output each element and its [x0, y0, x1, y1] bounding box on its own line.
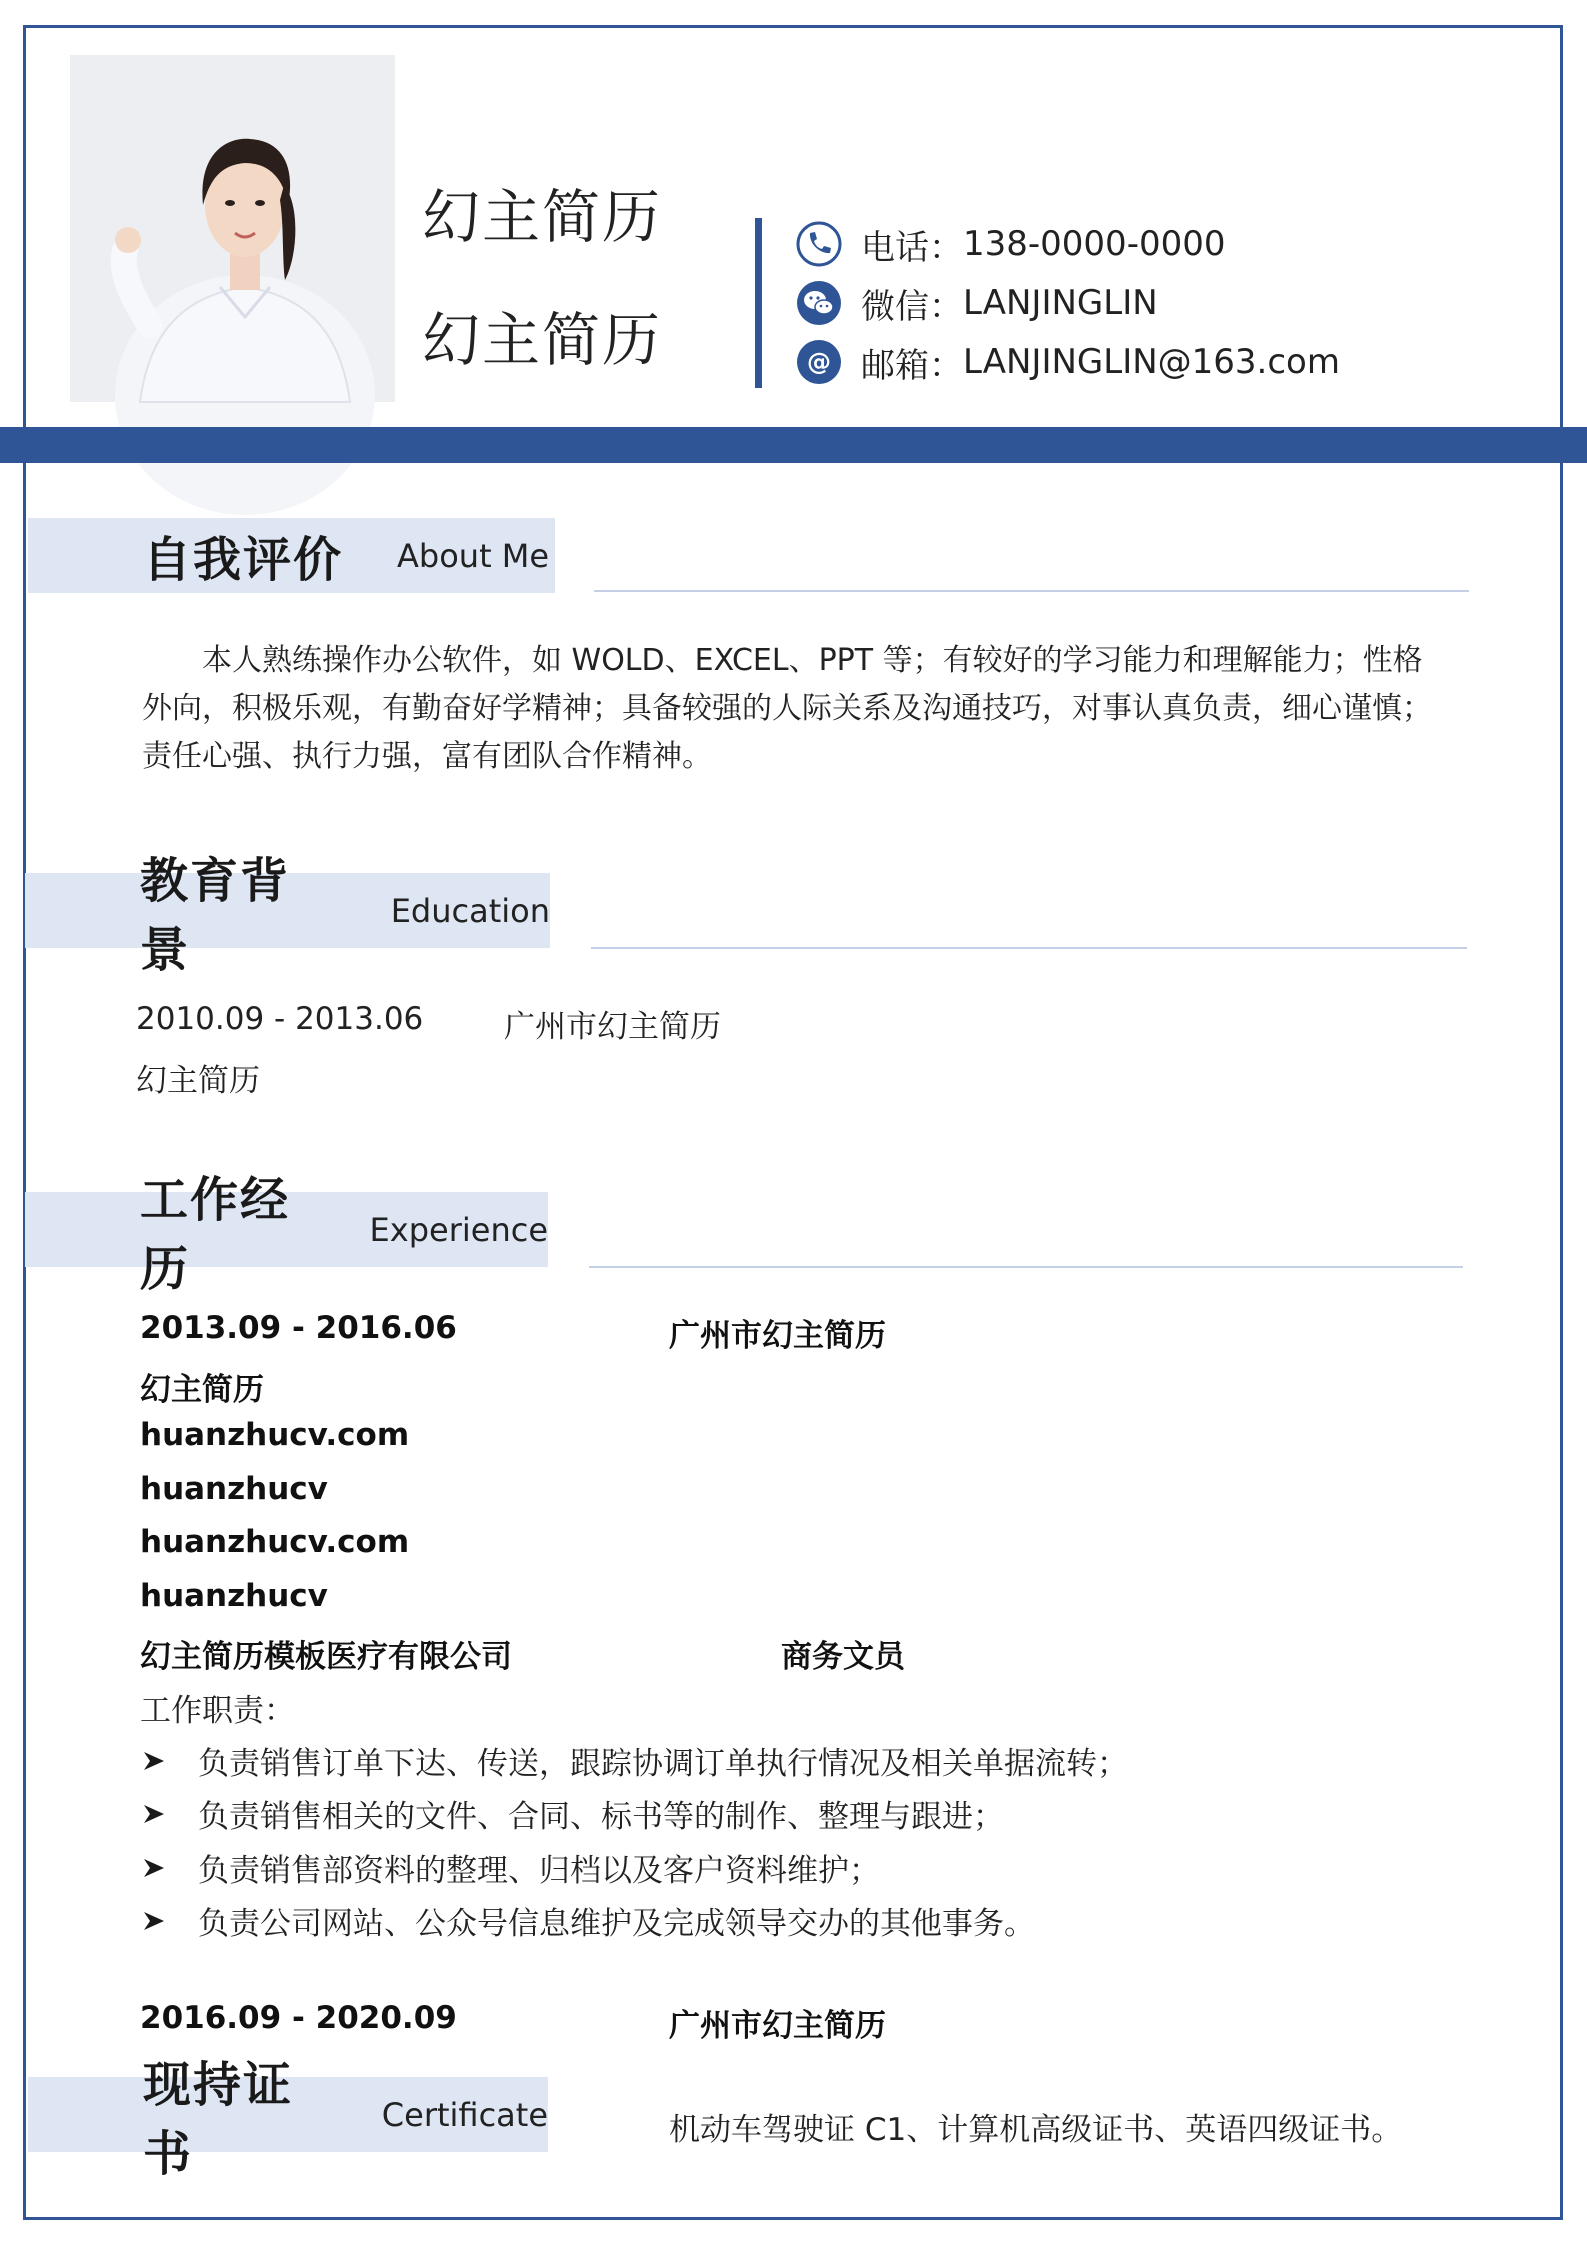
duty-text: 负责公司网站、公众号信息维护及完成领导交办的其他事务。	[198, 1906, 1035, 1942]
name-line-1: 幻主简历	[422, 183, 663, 251]
section-rule-education	[591, 947, 1467, 949]
section-subtitle-experience: Experience	[369, 1210, 548, 1249]
contact-wechat	[795, 278, 1158, 328]
contact-wechat-label: 微信：	[861, 286, 963, 327]
name-line-2: 幻主简历	[422, 306, 663, 374]
experience-line-1: 幻主简历	[140, 1372, 264, 1408]
person-photo-illustration	[70, 55, 395, 402]
section-rule-about	[594, 590, 1469, 592]
certificate-text: 机动车驾驶证 C1、计算机高级证书、英语四级证书。	[669, 2112, 1403, 2148]
experience-duties-label: 工作职责：	[140, 1693, 295, 1729]
experience-position: 商务文员	[781, 1639, 905, 1675]
section-subtitle-education: Education	[390, 891, 550, 930]
about-text-content: 本人熟练操作办公软件，如 WOLD、EXCEL、PPT 等；有较好的学习能力和理解能力；性格外向，积极乐观，有勤奋好学精神；具备较强的人际关系及沟通技巧，对事认真负责，细心谨慎；责任心强、执行力强，富有团队合作精神。	[142, 643, 1432, 774]
svg-text:@: @	[807, 348, 831, 376]
section-rule-experience	[589, 1266, 1463, 1268]
duty-text: 负责销售相关的文件、合同、标书等的制作、整理与跟进；	[198, 1799, 1004, 1835]
section-header-experience	[25, 1171, 548, 1297]
experience-place: 广州市幻主简历	[669, 1318, 886, 1354]
contact-phone-value: 138-0000-0000	[963, 224, 1226, 264]
header-divider-bar	[755, 218, 762, 388]
experience-line-5: huanzhucv	[140, 1578, 328, 1614]
experience-next-entry-clipped	[138, 2000, 1438, 2044]
section-title-certificate: 现持证书	[143, 2056, 294, 2182]
section-title-education: 教育背景	[140, 852, 291, 978]
email-icon	[795, 338, 843, 386]
about-text	[142, 637, 1452, 781]
arrow-bullet-icon	[140, 1747, 168, 1775]
duty-text: 负责销售订单下达、传送，跟踪协调订单执行情况及相关单据流转；	[198, 1746, 1128, 1782]
experience-period: 2013.09 - 2016.06	[140, 1310, 457, 1346]
education-school: 广州市幻主简历	[504, 1009, 721, 1045]
section-subtitle-about: About Me	[397, 536, 550, 575]
header-accent-bar	[0, 427, 1587, 463]
contact-email-value: LANJINGLIN@163.com	[963, 342, 1340, 382]
arrow-bullet-icon	[140, 1907, 168, 1935]
contact-email	[795, 337, 1340, 387]
wechat-icon	[795, 279, 843, 327]
section-subtitle-certificate: Certificate	[381, 2095, 548, 2134]
list-item	[140, 1845, 880, 1890]
list-item	[140, 1898, 1035, 1943]
section-header-certificate	[28, 2056, 548, 2182]
section-header-education	[25, 852, 550, 978]
experience-line-3: huanzhucv	[140, 1471, 328, 1507]
list-item	[140, 1738, 1128, 1783]
experience-line-4: huanzhucv.com	[140, 1524, 410, 1560]
contact-email-label: 邮箱：	[861, 345, 963, 386]
arrow-bullet-icon	[140, 1854, 168, 1882]
experience-next-period: 2016.09 - 2020.09	[140, 2000, 457, 2036]
arrow-bullet-icon	[140, 1800, 168, 1828]
duty-text: 负责销售部资料的整理、归档以及客户资料维护；	[198, 1853, 880, 1889]
education-major: 幻主简历	[136, 1063, 260, 1099]
phone-icon	[795, 220, 843, 268]
section-header-about	[28, 518, 555, 593]
contact-wechat-value: LANJINGLIN	[963, 283, 1158, 323]
contact-phone-label: 电话：	[861, 227, 963, 268]
profile-photo	[70, 55, 395, 402]
contact-phone	[795, 219, 1226, 269]
experience-next-place: 广州市幻主简历	[669, 2008, 886, 2044]
section-title-about: 自我评价	[143, 532, 344, 588]
list-item	[140, 1791, 1004, 1836]
experience-line-2: huanzhucv.com	[140, 1417, 410, 1453]
section-title-experience: 工作经历	[140, 1171, 291, 1297]
education-period: 2010.09 - 2013.06	[136, 1001, 424, 1037]
experience-company: 幻主简历模板医疗有限公司	[140, 1639, 512, 1675]
